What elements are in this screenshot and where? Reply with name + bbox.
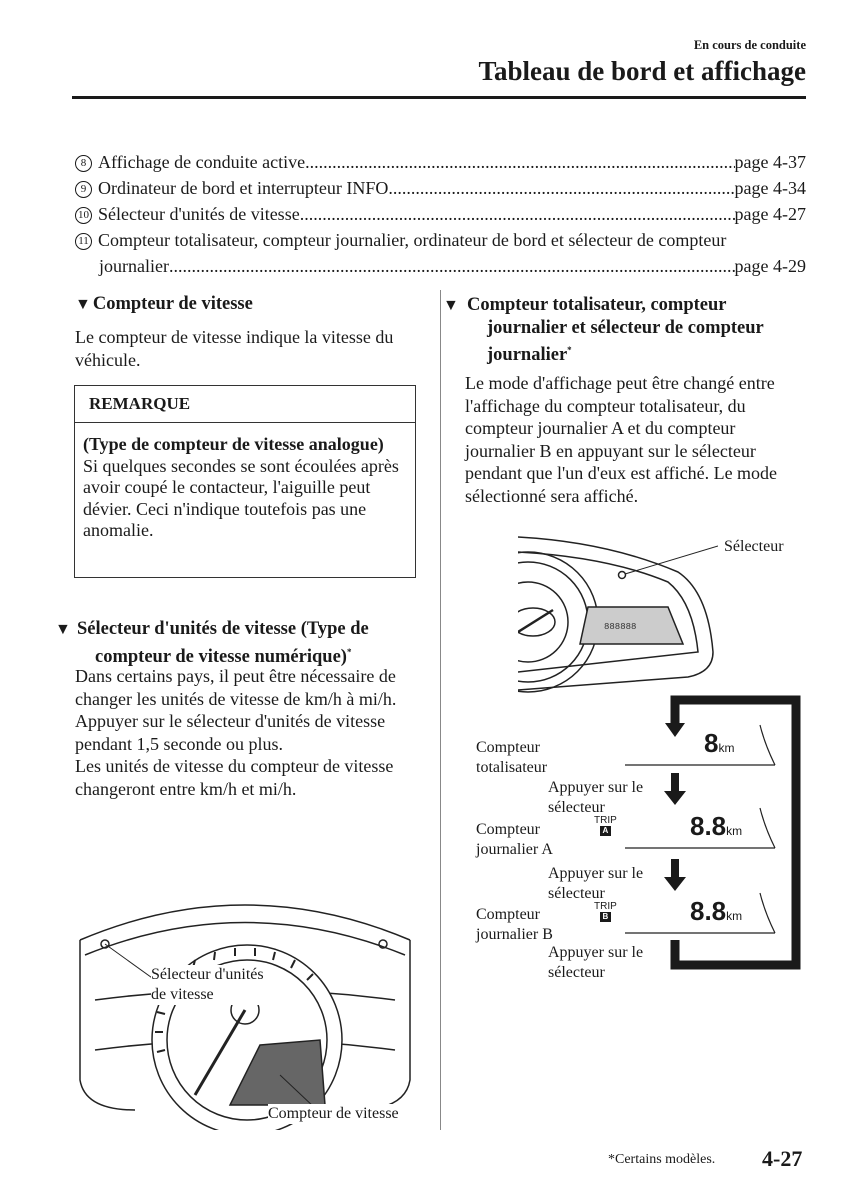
- toc-label: Compteur totalisateur, compteur journalier, ordinateur de bord et sélecteur de compteur: [98, 230, 727, 250]
- odometer-text: Le mode d'affichage peut être changé entre l'affichage du compteur totalisateur, du compteur journalier A et du compteur journalier B en appuyant sur le sélecteur pendant que l'un d'eux est affiché. Le mode sélectionné sera affiché.: [465, 373, 778, 506]
- page-title: Tableau de bord et affichage: [478, 56, 806, 86]
- label-line: journalier B: [476, 926, 553, 943]
- toc-label: journalier: [99, 256, 169, 276]
- readout-value: 8.8: [690, 896, 727, 926]
- page-number: 4-27: [762, 1146, 803, 1171]
- speedometer-illustration: [75, 880, 420, 1130]
- heading-odometer: ▼ Compteur totalisateur, compteur journalier et sélecteur de compteur journalier*: [443, 295, 764, 366]
- remark-title: REMARQUE: [75, 386, 415, 423]
- label-line: Compteur: [476, 906, 540, 923]
- toc-page: page 4-27: [734, 204, 806, 224]
- mode-label-trip-a: [476, 820, 553, 860]
- heading-speedometer: ▼ Compteur de vitesse: [75, 294, 253, 314]
- label-line: Sélecteur d'unités: [151, 966, 264, 983]
- label-line: Appuyer sur le: [548, 865, 644, 882]
- item-number: 9: [75, 181, 92, 198]
- toc-page: page 4-34: [734, 178, 806, 198]
- label-line: Compteur: [476, 821, 540, 838]
- readout-unit: km: [726, 909, 743, 923]
- trip-text: TRIP: [594, 815, 617, 826]
- toc-label: Ordinateur de bord et interrupteur INFO: [98, 178, 389, 198]
- fig-label-unit-selector: [151, 965, 264, 1005]
- footnote: *Certains modèles.: [608, 1152, 716, 1167]
- trip-b-indicator: [594, 902, 617, 922]
- toc-item[interactable]: [75, 227, 806, 253]
- remark-text: Si quelques secondes se sont écoulées après avoir coupé le contacteur, l'aiguille peut dévier. Ceci n'indique toutefois pas une anomalie.: [83, 455, 399, 540]
- readout-unit: km: [718, 741, 735, 755]
- toc-item[interactable]: [75, 175, 806, 201]
- footnote-mark: *: [567, 345, 572, 355]
- remark-subtitle: (Type de compteur de vitesse analogue): [83, 434, 384, 454]
- item-number: 8: [75, 155, 92, 172]
- label-line: Appuyer sur le: [548, 944, 644, 961]
- press-label: [548, 864, 643, 904]
- label-line: Appuyer sur le: [548, 779, 644, 796]
- speed-units-text: [75, 665, 415, 800]
- trip-text: TRIP: [594, 901, 617, 912]
- heading-speed-units: ▼ Sélecteur d'unités de vitesse (Type de compteur de vitesse numérique)*: [55, 619, 369, 668]
- toc-item-cont[interactable]: [75, 253, 806, 279]
- mode-label-odometer: [476, 738, 547, 778]
- column-divider: [440, 290, 441, 1130]
- label-line: sélecteur: [548, 885, 605, 902]
- toc-label: Sélecteur d'unités de vitesse: [98, 204, 300, 224]
- paragraph: Appuyer sur le sélecteur d'unités de vitesse pendant 1,5 seconde ou plus.: [75, 711, 386, 754]
- readout-value: 8.8: [690, 811, 727, 841]
- readout-value: 8: [704, 728, 719, 758]
- footnote-mark: *: [346, 647, 352, 657]
- label-line: Compteur: [476, 739, 540, 756]
- toc-list: [75, 149, 806, 279]
- heading-text: Sélecteur d'unités de vitesse (Type de compteur de vitesse numérique): [77, 619, 369, 668]
- toc-page: page 4-29: [734, 256, 806, 276]
- header-rule: [72, 96, 806, 99]
- cluster-illustration: [518, 532, 718, 697]
- trip-badge: A: [600, 826, 612, 836]
- label-line: de vitesse: [151, 986, 214, 1003]
- label-line: sélecteur: [548, 799, 605, 816]
- item-number: 10: [75, 207, 92, 224]
- readout-unit: km: [726, 824, 743, 838]
- odometer-readout: [704, 728, 734, 759]
- fig-label-speedometer: Compteur de vitesse: [268, 1105, 399, 1122]
- toc-item[interactable]: [75, 149, 806, 175]
- toc-item[interactable]: [75, 201, 806, 227]
- label-line: totalisateur: [476, 759, 548, 776]
- label-line: sélecteur: [548, 964, 605, 981]
- trip-badge: B: [600, 912, 612, 922]
- paragraph: Dans certains pays, il peut être nécessaire de changer les unités de vitesse de km/h à mi/h.: [75, 666, 397, 709]
- toc-page: page 4-37: [734, 152, 806, 172]
- trip-a-indicator: [594, 816, 617, 836]
- press-label: [548, 778, 643, 818]
- paragraph: Les unités de vitesse du compteur de vitesse changeront entre km/h et mi/h.: [75, 756, 394, 799]
- toc-label: Affichage de conduite active: [98, 152, 306, 172]
- heading-text: Compteur totalisateur, compteur journalier et sélecteur de compteur journalier: [467, 295, 764, 366]
- heading-text: Compteur de vitesse: [92, 294, 253, 314]
- speedometer-text: Le compteur de vitesse indique la vitesse du véhicule.: [75, 327, 394, 370]
- trip-a-readout: [690, 811, 742, 842]
- fig-label-selector: Sélecteur: [724, 538, 784, 555]
- trip-b-readout: [690, 896, 742, 927]
- remark-box: [74, 385, 416, 578]
- press-label: [548, 943, 643, 983]
- section-header: En cours de conduite: [693, 38, 806, 52]
- mode-label-trip-b: [476, 905, 553, 945]
- label-line: journalier A: [476, 841, 553, 858]
- lcd-display: 888888: [604, 622, 637, 632]
- item-number: 11: [75, 233, 92, 250]
